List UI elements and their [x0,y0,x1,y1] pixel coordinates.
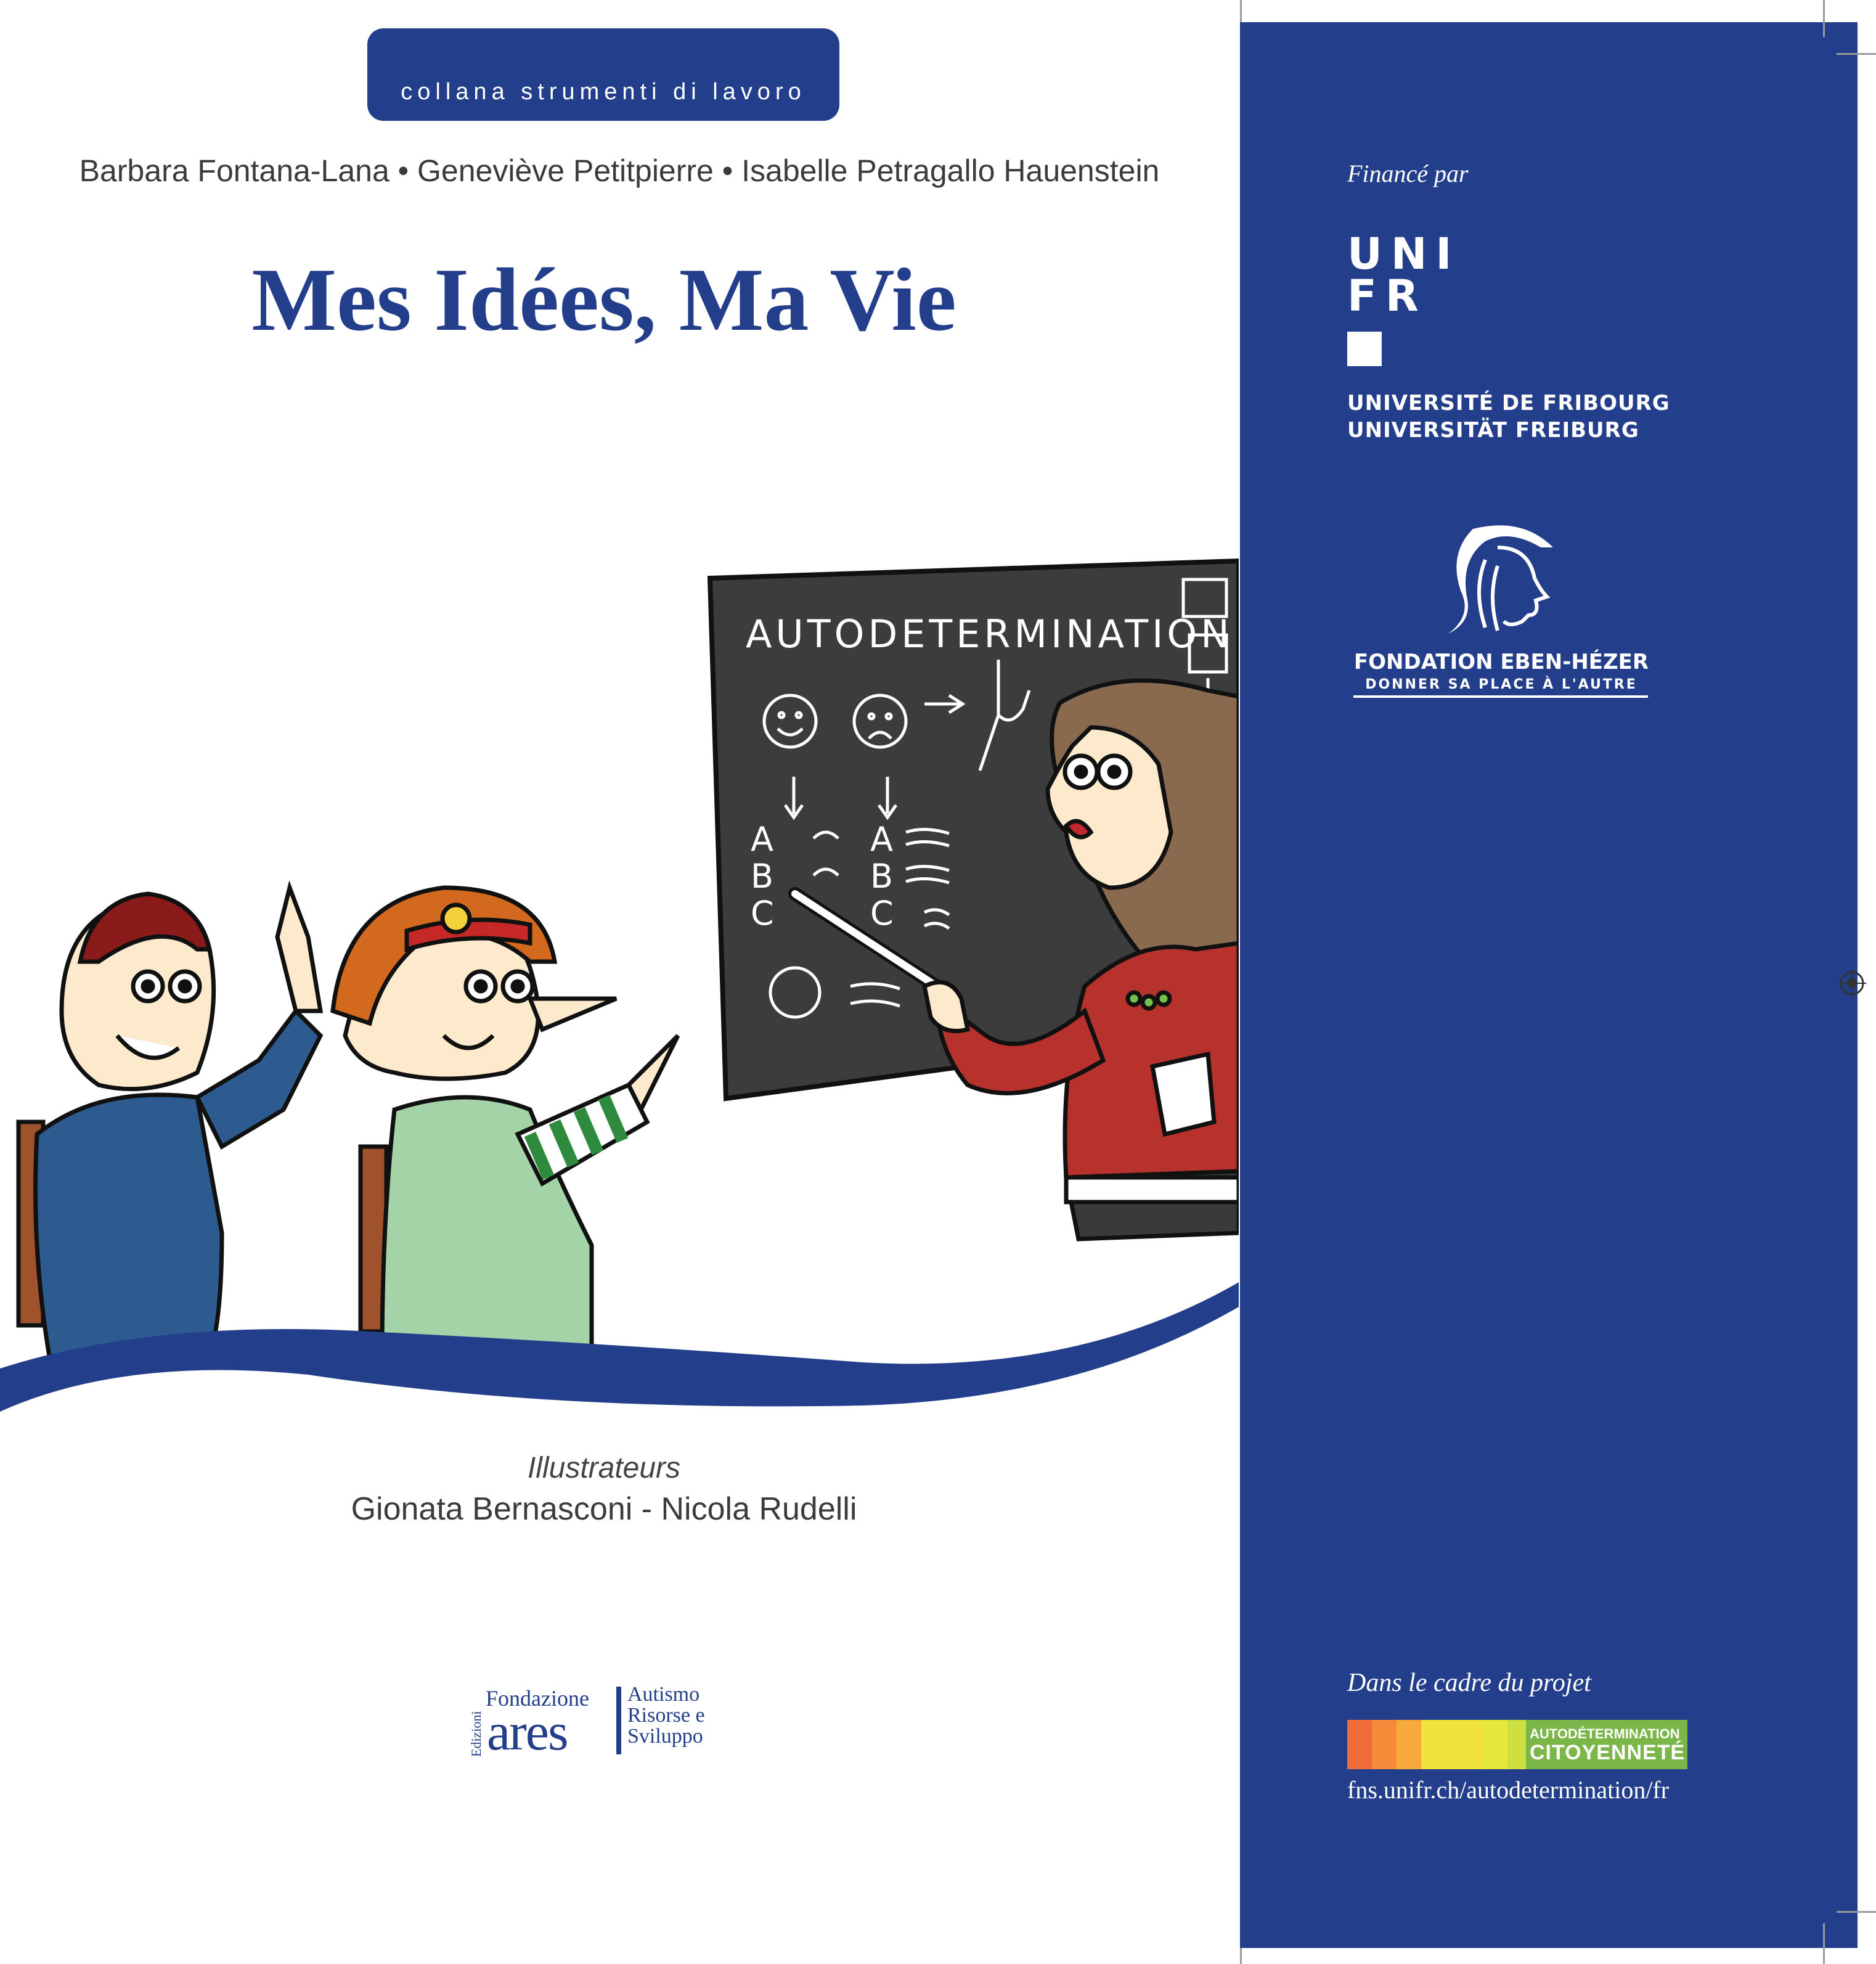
project-logo-stripe-5 [1483,1720,1507,1769]
publisher-tagline [627,1684,705,1747]
unifr-logo-line1: UNI [1347,232,1461,279]
project-label: Dans le cadre du projet [1347,1669,1591,1697]
publisher-edizioni [468,1684,482,1758]
board-letter-b2: B [870,857,894,896]
board-letter-c2: C [870,894,894,933]
publisher-fondazione: Fondazione [486,1686,589,1711]
project-logo-stripe-4 [1421,1720,1483,1769]
crop-mark-bottom-left [1240,1948,1242,1964]
publisher-tagline-1: Autismo [627,1683,700,1706]
book-title: Mes Idées, Ma Vie [251,250,956,350]
registration-mark-icon [1838,969,1866,997]
blackboard-title: AUTODETERMINATION [746,612,1233,657]
unifr-logo-line2: FR [1347,271,1427,321]
publisher-divider [616,1687,621,1754]
project-logo-stripe-3 [1397,1720,1421,1769]
project-logo-stripe-1 [1347,1720,1372,1769]
classroom-illustration [0,542,1239,1393]
crop-mark-right-top [1837,53,1876,55]
project-url-link[interactable]: fns.unifr.ch/autodetermination/fr [1347,1776,1670,1804]
eben-hezer-rule [1353,695,1648,698]
series-label: collana strumenti di lavoro [401,79,806,105]
eben-hezer-name: FONDATION EBEN-HÉZER [1353,650,1649,674]
unifr-logo [1347,232,1483,367]
crop-mark-right-bottom [1837,1911,1876,1913]
crop-mark-top-left [1240,0,1242,22]
project-logo-stripe-6 [1507,1720,1526,1769]
blue-wave [0,1270,1239,1455]
project-logo-stripe-2 [1372,1720,1397,1769]
board-letter-b: B [751,857,774,896]
back-flap [1240,22,1858,1948]
eben-hezer-logo-icon [1436,523,1559,640]
financed-by-label: Financé par [1347,160,1469,187]
board-letter-c: C [751,894,774,933]
publisher-logo [468,1678,752,1761]
unifr-name-fr: UNIVERSITÉ DE FRIBOURG [1347,391,1670,415]
eben-hezer-tagline: DONNER SA PLACE À L'AUTRE [1365,677,1637,692]
publisher-edizioni-text: Edizioni [468,1711,484,1757]
board-letter-a2: A [870,820,893,859]
board-letter-a: A [751,820,773,859]
unifr-logo-square [1347,332,1382,366]
publisher-tagline-2: Risorse e [627,1704,705,1727]
authors-line: Barbara Fontana-Lana • Geneviève Petitpierre • Isabelle Petragallo Hauenstein [79,153,1160,188]
publisher-tagline-3: Sviluppo [627,1725,703,1748]
crop-mark-bottom-right [1823,1923,1825,1964]
publisher-ares: ares [487,1702,568,1761]
project-logo-line1: AUTODÉTERMINATION [1530,1726,1680,1741]
series-badge [367,28,839,121]
unifr-name-de: UNIVERSITÄT FREIBURG [1347,418,1639,443]
crop-mark-top-right [1823,0,1825,37]
illustrators-label: Illustrateurs [527,1452,681,1484]
project-logo-line2: CITOYENNETÉ [1530,1741,1686,1764]
illustrators-names: Gionata Bernasconi - Nicola Rudelli [351,1491,857,1527]
